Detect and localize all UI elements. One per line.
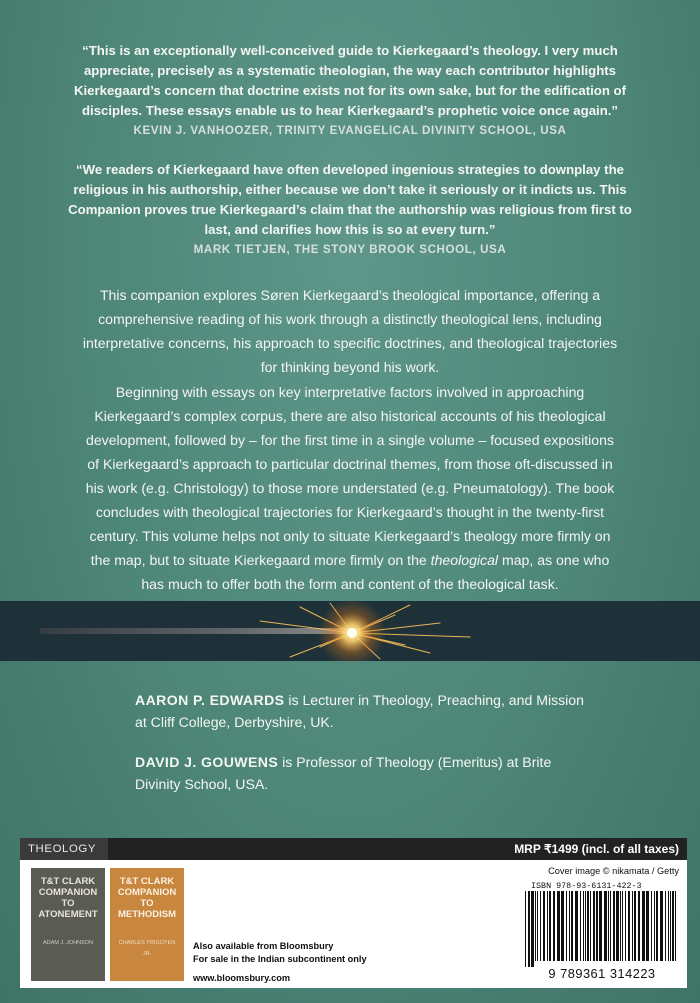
related-book-cover[interactable]: T&T CLARK COMPANION TO ATONEMENT ADAM J. JOHNSON: [31, 868, 105, 981]
footer-panel: [20, 838, 687, 988]
availability-note: Also available from Bloomsbury For sale in the Indian subcontinent only www.bloomsbury.com: [193, 941, 367, 983]
description-paragraph: This companion explores Søren Kierkegaard’s theological importance, offering a comprehensive reading of his work through a distinctly theological lens, including interpretative concerns, his approach to specific doctrines, and theological trajectories for thinking beyond his work.: [82, 287, 618, 375]
sparks-illustration: [0, 601, 700, 661]
endorsement-quote: “This is an exceptionally well-conceived guide to Kierkegaard’s theology. I very much appreciate, precisely as a systematic theologian, the way each contributor highlights Kierkegaard’s concern that doctrine exists not for its own sake, but for the edification of disciples. These essays enable us to hear Kierkegaard’s prophetic voice once again.”: [73, 43, 627, 118]
related-book-cover[interactable]: T&T CLARK COMPANION TO METHODISM CHARLES YRIGOYEN JR.: [110, 868, 184, 981]
endorsement-attribution: MARK TIETJEN, THE STONY BROOK SCHOOL, USA: [193, 243, 507, 256]
footer-bar: [20, 838, 687, 860]
cover-credit: Cover image © nikamata / Getty: [548, 866, 679, 876]
sparks-banner-image: [0, 601, 700, 661]
publisher-website-link[interactable]: www.bloomsbury.com: [193, 973, 290, 983]
author-name: DAVID J. GOUWENS: [135, 754, 279, 770]
endorsement-quote: “We readers of Kierkegaard have often developed ingenious strategies to downplay the religious in his authorship, either because we don’t take it seriously or it indicts us. This Companion proves true Kierkegaard’s claim that the authorship was religious from first to last, and clarifies how this is so at every turn.”: [68, 162, 632, 237]
description-paragraph: Beginning with essays on key interpretative factors involved in approaching Kierkegaard’s complex corpus, there are also historical accounts of his theological development, followed by – for the first time in a single volume – focused expositions of Kierkegaard’s approach to particular doctrinal themes, from those oft-discussed in his work (e.g. Christology) to those more understated (e.g. Pneumatology). The book concludes with theological trajectories for Kierkegaard’s thought in the twenty-first century. This volume helps not only to situate Kierkegaard’s theology more firmly on the map, but to situate Kierkegaard more firmly on the theological map, as one who has much to offer both the form and content of the theological task.: [85, 384, 615, 592]
author-name: AARON P. EDWARDS: [135, 692, 285, 708]
isbn-label: ISBN 978-93-6131-422-3: [531, 881, 642, 891]
isbn-barcode-number: 9 789361 314223: [548, 966, 656, 981]
author-bio: DAVID J. GOUWENS is Professor of Theology (Emeritus) at Brite Divinity School, USA.: [135, 754, 552, 792]
price-label: MRP ₹1499 (incl. of all taxes): [514, 842, 679, 856]
endorsement-attribution: KEVIN J. VANHOOZER, TRINITY EVANGELICAL DIVINITY SCHOOL, USA: [133, 124, 567, 137]
barcode-image: [523, 891, 681, 967]
emphasis-text: theological: [430, 552, 499, 568]
genre-label: THEOLOGY: [20, 838, 108, 860]
author-bio: AARON P. EDWARDS is Lecturer in Theology, Preaching, and Mission at Cliff College, Derbyshire, UK.: [135, 692, 584, 730]
